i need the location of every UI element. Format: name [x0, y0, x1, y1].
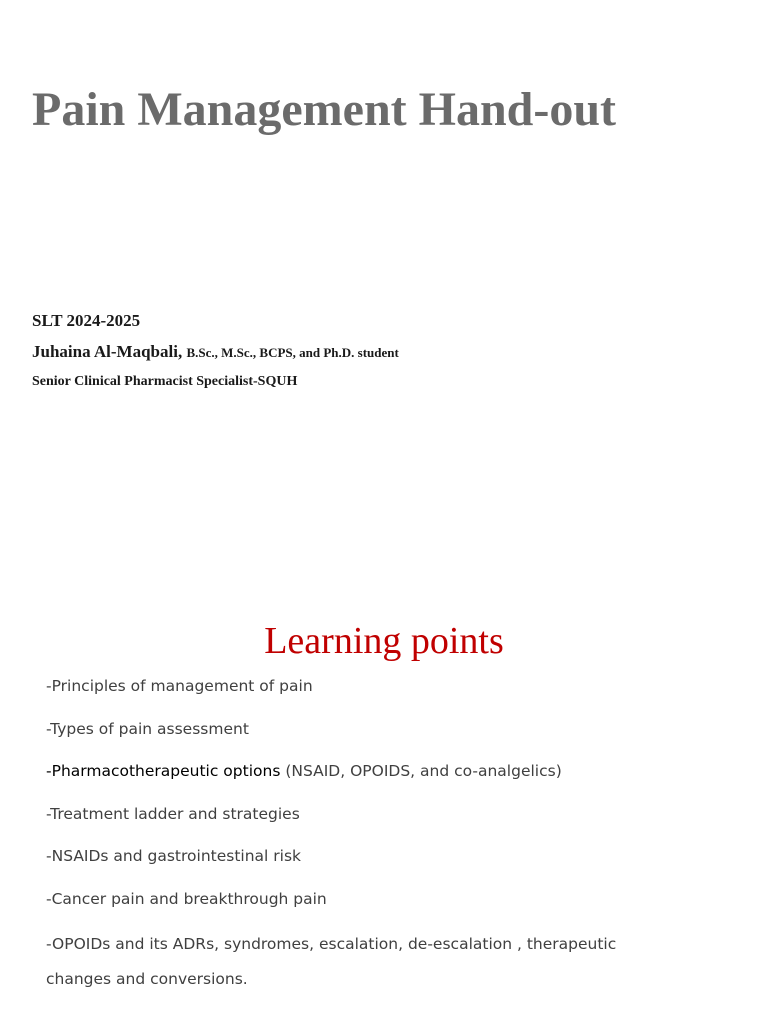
learning-point-item: -Principles of management of pain: [46, 677, 313, 695]
author-line: [32, 342, 399, 362]
learning-point-detail: (NSAID, OPOIDS, and co-analgelics): [280, 762, 562, 780]
learning-point-item: -Cancer pain and breakthrough pain: [46, 889, 327, 908]
learning-points-list: [46, 672, 686, 997]
learning-point-item: -Types of pain assessment: [46, 719, 249, 738]
learning-point-item: -Treatment ladder and strategies: [46, 804, 300, 823]
author-credentials: B.Sc., M.Sc., BCPS, and Ph.D. student: [186, 345, 399, 360]
learning-points-heading: Learning points: [264, 620, 504, 662]
learning-point-item: [46, 757, 686, 800]
learning-point-item: -NSAIDs and gastrointestinal risk: [46, 847, 302, 865]
document-title: Pain Management Hand-out: [32, 83, 617, 136]
course-year: SLT 2024-2025: [32, 311, 141, 330]
learning-point-item: -OPOIDs and its ADRs, syndromes, escalation, de-escalation , therapeutic changes and conversions.: [46, 935, 617, 988]
author-role: Senior Clinical Pharmacist Specialist-SQUH: [32, 374, 298, 389]
learning-point-lead: -Pharmacotherapeutic options: [46, 762, 281, 780]
author-name: Juhaina Al-Maqbali,: [32, 342, 183, 361]
